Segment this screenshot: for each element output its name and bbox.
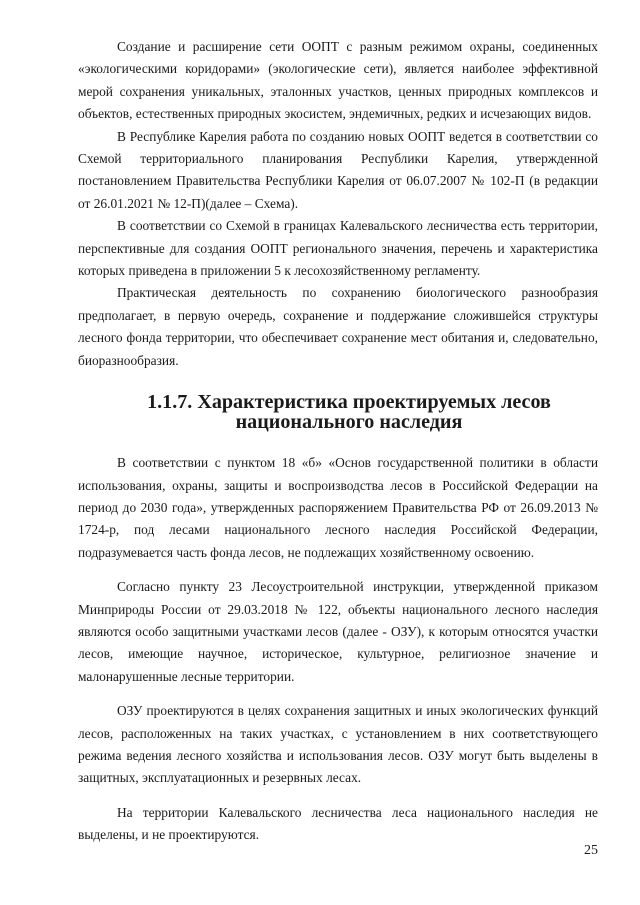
paragraph-karelia-scheme: В Республике Карелия работа по созданию новых ООПТ ведется в соответствии со Схемой территориального планирования Республики Карелия, утвержденной постановлением Правительства Республики Карелия от 06.07.2007 № 102-П (в редакции от 26.01.2021 № 12-П)(далее – Схема). — [78, 128, 598, 211]
paragraph-conclusion: На территории Калевальского лесничества леса национального наследия не выделены, и не проектируются. — [78, 804, 598, 843]
paragraph-state-policy: В соответствии с пунктом 18 «б» «Основ государственной политики в области использования, охраны, защиты и воспроизводства лесов в Российской Федерации на период до 2030 года», утвержденных распоряжением Правительства РФ от 26.09.2013 № 1724-р, под лесами национального лесного наследия Российской Федерации, подразумевается часть фонда лесов, не подлежащих хозяйственному освоению. — [78, 455, 598, 560]
paragraph-ozu-purpose: ОЗУ проектируются в целях сохранения защитных и иных экологических функций лесов, расположенных на таких участках, с установлением в них соответствующего режима ведения лесного хозяйства и использования лесов. ОЗУ могут быть выделены в защитных, эксплуатационных и резервных лесах. — [78, 703, 598, 786]
paragraph-forest-instruction: Согласно пункту 23 Лесоустроительной инструкции, утвержденной приказом Минприроды России от 29.03.2018 № 122, объекты национального лесного наследия являются особо защитными участками лесов (далее - ОЗУ), к которым относятся участки лесов, имеющие научное, историческое, культурное, религиозное значение и малонарушенные лесные территории. — [78, 579, 598, 684]
page-number: 25 — [584, 843, 598, 858]
paragraph-kalevala-territories: В соответствии со Схемой в границах Калевальского лесничества есть территории, перспективные для создания ООПТ регионального значения, перечень и характеристика которых приведена в приложении 5 к лесохозяйственному регламенту. — [78, 218, 598, 279]
section-heading: 1.1.7. Характеристика проектируемых лесов национального наследия — [147, 391, 551, 434]
paragraph-oopt-networks: Создание и расширение сети ООПТ с разным режимом охраны, соединенных «экологическими коридорами» (экологические сети), является наиболее эффективной мерой сохранения уникальных, эталонных участков, ценных природных комплексов и объектов, естественных природных экосистем, эндемичных, редких и исчезающих видов. — [78, 39, 598, 122]
paragraph-biodiversity: Практическая деятельность по сохранению биологического разнообразия предполагает, в первую очередь, сохранение и поддержание сложившейся структуры лесного фонда территории, что обеспечивает сохранение мест обитания и, следовательно, биоразнообразия. — [78, 285, 598, 368]
document-body — [78, 36, 598, 847]
